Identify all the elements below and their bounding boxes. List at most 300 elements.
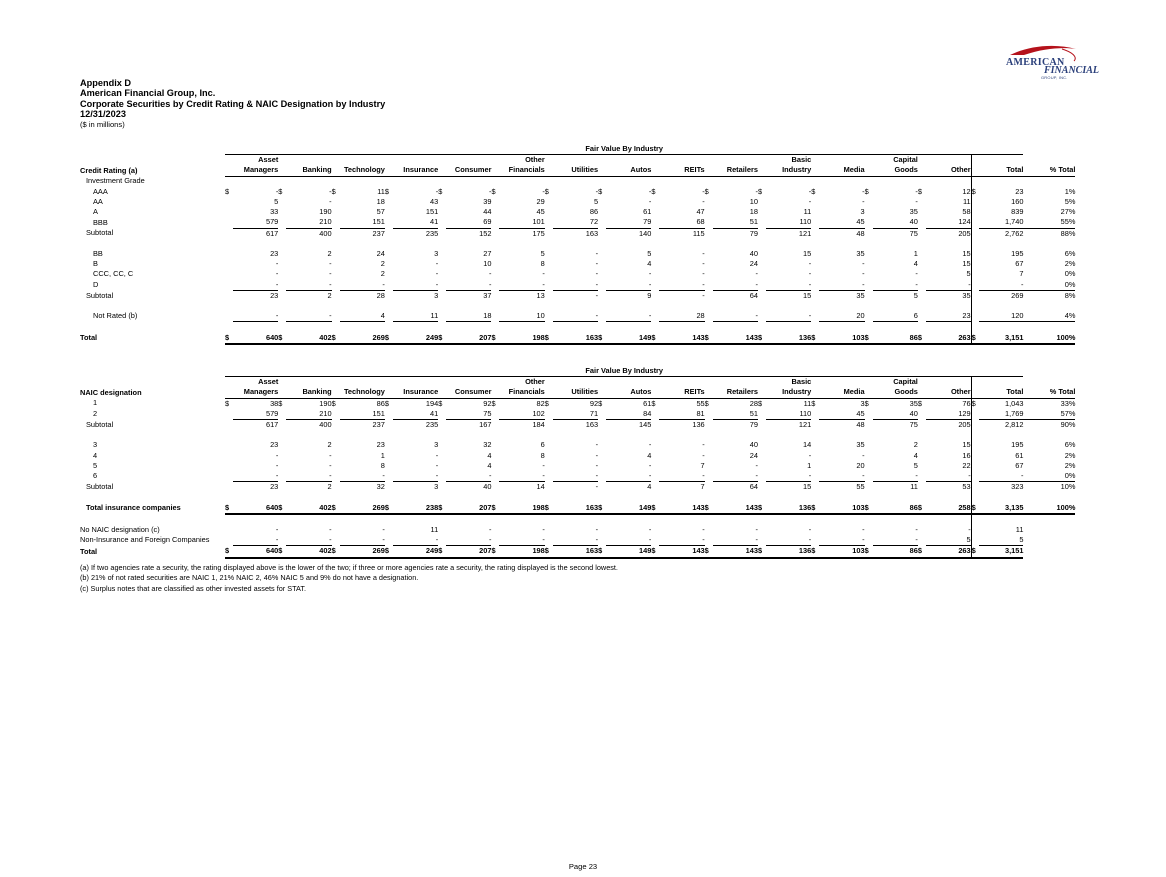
table-cell: 617 (265, 420, 279, 430)
table-cell: - (873, 280, 918, 291)
table-cell: 210 (286, 217, 331, 228)
dollar-sign: $ (385, 333, 393, 344)
dollar-sign: $ (438, 398, 443, 408)
table-cell: 198 (499, 546, 544, 558)
table-row (80, 535, 1075, 546)
table-cell: 149 (606, 503, 651, 514)
row-label: A (93, 207, 98, 217)
table-cell: 2 (380, 259, 385, 269)
table-cell: 839 (1011, 207, 1024, 217)
table-cell: 140 (639, 228, 652, 238)
column-header-top (286, 155, 331, 166)
table-cell: - (766, 311, 811, 322)
company-logo (1004, 43, 1100, 83)
table-row (80, 197, 1075, 207)
table-cell: - (595, 290, 599, 300)
table-cell: 7 (1019, 269, 1024, 279)
dollar-sign: $ (384, 186, 390, 196)
row-label: 1 (93, 398, 98, 408)
table-cell: - (968, 525, 971, 534)
table-cell: 23 (270, 482, 279, 492)
table-cell: 86 (873, 333, 918, 344)
table-cell: 4 (913, 259, 918, 269)
table-cell: 2% (1064, 460, 1076, 470)
table-cell: 20 (819, 311, 864, 322)
column-header-top (1023, 377, 1075, 388)
table-cell: 2 (327, 440, 332, 450)
table-cell: 47 (696, 207, 705, 217)
table-cell: 9 (647, 290, 652, 300)
dollar-sign: $ (651, 186, 656, 196)
dollar-sign: $ (971, 333, 979, 344)
table-cell: - (275, 259, 279, 269)
table-cell: 195 (1011, 249, 1024, 258)
dollar-sign: $ (545, 546, 553, 558)
table-cell: - (808, 525, 812, 534)
column-header-top (979, 155, 1023, 166)
table-cell: 151 (425, 207, 439, 217)
table-cell: 5 (913, 460, 918, 470)
table-cell: - (435, 450, 439, 460)
table-cell: 11 (393, 311, 438, 322)
column-header-top (553, 155, 598, 166)
table-cell: 69 (446, 217, 491, 228)
table-cell: - (233, 535, 278, 546)
table-cell: - (926, 280, 971, 291)
table-cell: - (915, 186, 918, 196)
table-cell: 23 (270, 249, 279, 258)
table-cell: 617 (265, 228, 279, 238)
dollar-sign: $ (811, 503, 819, 514)
table-cell: 79 (749, 420, 758, 430)
table-cell: - (808, 269, 812, 279)
table-cell: 136 (766, 333, 811, 344)
table-cell: 5 (966, 269, 971, 279)
header-date: 12/31/2023 (80, 109, 126, 120)
table-row (80, 239, 1075, 249)
dollar-sign: $ (651, 503, 659, 514)
table-cell: - (553, 471, 598, 482)
column-header: Technology (340, 165, 385, 176)
table-cell: 86 (589, 207, 599, 217)
row-label: Total (80, 333, 98, 343)
column-header: Industry (766, 387, 811, 398)
table-cell: 5 (926, 535, 971, 546)
table-cell: 1% (1064, 186, 1076, 196)
table-cell: 18 (446, 311, 491, 322)
row-label: D (93, 279, 99, 289)
table-cell: 238 (393, 503, 438, 514)
column-header-top (286, 377, 331, 388)
table-cell: 84 (606, 409, 651, 420)
table-cell: - (553, 280, 598, 291)
table-cell: 45 (819, 217, 864, 228)
table-cell: 55 (856, 482, 865, 492)
table-cell: 14 (536, 482, 545, 492)
table-cell: 3 (434, 249, 439, 258)
table-cell: 90% (1060, 420, 1076, 430)
fair-value-header-row (80, 366, 1075, 377)
table-cell: 2 (380, 269, 385, 279)
table-cell: 5% (1064, 197, 1076, 206)
table-row (80, 471, 1075, 482)
table-cell: 237 (372, 228, 385, 238)
column-header: Insurance (393, 387, 438, 398)
column-header: Financials (499, 387, 544, 398)
column-header: Goods (873, 165, 918, 176)
column-header: Total (979, 387, 1023, 398)
table-row (80, 207, 1075, 217)
dollar-sign: $ (438, 333, 446, 344)
column-header-top (713, 155, 758, 166)
table-cell: 11 (1015, 525, 1024, 534)
table-cell: - (659, 535, 704, 546)
column-header: Banking (286, 165, 331, 176)
table-cell: - (435, 460, 439, 470)
table-cell: 167 (479, 420, 492, 430)
column-header-top (819, 155, 864, 166)
table-cell: 4 (487, 450, 492, 460)
table-cell: 76 (962, 398, 971, 408)
table-cell: 24 (749, 450, 758, 460)
table-cell: 6% (1064, 440, 1076, 450)
table-cell: - (446, 471, 491, 482)
table-cell: 12 (962, 186, 971, 196)
table-cell: 37 (483, 290, 492, 300)
dollar-sign: $ (811, 398, 816, 408)
column-header-top: Basic (791, 155, 812, 165)
table-cell: 88% (1060, 228, 1076, 238)
table-cell: 20 (856, 460, 865, 470)
table-cell: 35 (856, 249, 865, 258)
dollar-sign: $ (865, 333, 873, 344)
column-header-top (446, 155, 491, 166)
table-cell: 235 (425, 228, 439, 238)
column-header: % Total (1023, 387, 1075, 398)
table-cell: - (979, 471, 1023, 482)
table-cell: - (595, 525, 599, 534)
table-cell: - (329, 460, 332, 470)
table-cell: - (595, 450, 599, 460)
table-cell: 24 (749, 259, 758, 269)
table-cell: - (862, 259, 865, 269)
dollar-sign: $ (278, 398, 283, 408)
table-row (80, 482, 1075, 493)
table-cell: 207 (446, 546, 491, 558)
table-row (80, 409, 1075, 420)
row-label (80, 514, 225, 525)
table-cell: - (862, 186, 865, 196)
column-header-top (659, 377, 704, 388)
dollar-sign: $ (438, 546, 446, 558)
table-cell: 33% (1060, 398, 1076, 408)
dollar-sign: $ (864, 398, 869, 408)
table-cell: - (275, 269, 279, 279)
table-cell: 7 (700, 460, 705, 470)
table-cell: 269 (340, 546, 385, 558)
table-cell: 1 (807, 460, 812, 470)
table-cell: - (702, 249, 705, 258)
column-header-top (979, 377, 1023, 388)
table-cell: 136 (766, 546, 811, 558)
dollar-sign: $ (225, 546, 233, 558)
credit-rating-table (80, 144, 1075, 345)
table-cell: 1,769 (979, 409, 1023, 420)
table-cell: 92 (483, 398, 492, 408)
table-cell: 67 (1015, 460, 1024, 470)
table-cell: - (286, 280, 331, 291)
page-number: Page 23 (568, 862, 598, 871)
table-cell: 79 (606, 217, 651, 228)
column-header: Banking (286, 387, 331, 398)
table-cell: 8 (540, 450, 545, 460)
table-cell: - (702, 259, 705, 269)
dollar-sign: $ (438, 186, 443, 196)
table-cell: 263 (926, 333, 971, 344)
table-cell: 2 (327, 249, 332, 258)
table-row (80, 525, 1075, 535)
table-row (80, 228, 1075, 239)
table-cell: 402 (286, 333, 331, 344)
table-cell: 11 (910, 482, 918, 492)
table-cell: - (489, 525, 492, 534)
table-cell: 5 (647, 249, 652, 258)
table-cell: 67 (1015, 259, 1024, 269)
row-label: AAA (93, 186, 108, 196)
row-label (80, 322, 225, 333)
table-cell: - (286, 311, 331, 322)
table-cell: - (499, 471, 544, 482)
table-cell: 40 (749, 440, 758, 450)
dollar-sign: $ (971, 187, 979, 197)
table-cell: 15 (962, 440, 971, 450)
dollar-sign: $ (438, 503, 446, 514)
table-row (80, 546, 1075, 558)
table-cell: 136 (766, 503, 811, 514)
table-cell: 39 (483, 197, 492, 206)
table-cell: 32 (483, 440, 492, 450)
table-cell: - (702, 186, 705, 196)
table-cell: 18 (749, 207, 758, 217)
column-header: REITs (659, 387, 704, 398)
table-cell: - (819, 535, 864, 546)
table-cell: - (808, 197, 812, 206)
logo-line2: FINANCIAL (1044, 65, 1100, 76)
table-cell: 28 (659, 311, 704, 322)
table-cell: - (340, 280, 385, 291)
table-row (80, 430, 1075, 440)
dollar-sign: $ (651, 333, 659, 344)
table-cell: 75 (909, 228, 918, 238)
dollar-sign: $ (598, 398, 603, 408)
table-cell: 269 (340, 333, 385, 344)
dollar-sign: $ (918, 333, 926, 344)
column-header-top (926, 377, 971, 388)
column-header-top: Other (525, 155, 545, 165)
table-cell: - (808, 259, 812, 269)
table-cell: 18 (376, 197, 385, 206)
table-cell: 120 (979, 311, 1023, 322)
table-cell: 15 (803, 249, 812, 258)
table-cell: 163 (585, 420, 599, 430)
dollar-sign: $ (384, 398, 390, 408)
table-cell: 43 (429, 197, 439, 206)
fair-value-header-row (80, 144, 1075, 155)
table-cell: 35 (856, 290, 865, 300)
table-cell: 86 (376, 398, 385, 408)
table-cell: 6% (1064, 249, 1076, 258)
table-cell: - (595, 249, 599, 258)
table-cell: 4 (647, 482, 652, 492)
table-cell: 15 (803, 290, 812, 300)
table-cell: 249 (393, 546, 438, 558)
table-cell: - (329, 450, 332, 460)
dollar-sign: $ (971, 398, 979, 409)
column-header: Goods (873, 387, 918, 398)
table-row (80, 451, 1075, 461)
table-cell: 57 (376, 207, 385, 217)
footnote-b: (b) 21% of not rated securities are NAIC 1, 21% NAIC 2, 46% NAIC 5 and 9% do not have a designation. (80, 573, 419, 583)
table-cell: - (595, 440, 599, 450)
table-cell: 11 (430, 525, 439, 534)
table-cell: - (275, 186, 279, 196)
table-cell: - (435, 186, 439, 196)
dollar-sign: $ (598, 186, 603, 196)
table-cell: 15 (962, 259, 971, 269)
table-cell: 3 (434, 440, 439, 450)
table-cell: 129 (926, 409, 971, 420)
table-cell: - (755, 460, 758, 470)
table-cell: - (755, 186, 758, 196)
dollar-sign: $ (491, 186, 496, 196)
row-label: Subtotal (86, 228, 114, 238)
dollar-sign: $ (225, 398, 230, 408)
dollar-sign: $ (864, 186, 869, 196)
table-cell: 323 (1011, 482, 1024, 492)
dollar-sign: $ (491, 333, 499, 344)
column-header: Autos (606, 165, 651, 176)
table-cell (1023, 525, 1075, 535)
dollar-sign: $ (757, 398, 763, 408)
table-cell: 205 (958, 420, 971, 430)
table-cell: 100% (1023, 503, 1075, 514)
table-cell: 5 (540, 249, 545, 258)
table-cell: 152 (479, 228, 492, 238)
table-cell: 195 (1011, 440, 1024, 450)
column-header-top (340, 155, 385, 166)
table-cell: - (329, 197, 332, 206)
footnotes (80, 563, 618, 594)
column-header-row (80, 165, 1075, 176)
table-cell: 103 (819, 503, 864, 514)
table-cell: - (702, 269, 705, 279)
table-cell: - (542, 269, 545, 279)
dollar-sign: $ (278, 503, 286, 514)
column-header: % Total (1023, 165, 1075, 176)
logo-line1: AMERICAN (1006, 57, 1065, 68)
dollar-sign: $ (331, 186, 336, 196)
table-row (80, 398, 1075, 409)
table-row (80, 514, 1075, 525)
table-cell: 38 (270, 398, 279, 408)
table-cell: 145 (639, 420, 652, 430)
table-cell: 0% (1023, 280, 1075, 291)
table-cell: 35 (909, 398, 918, 408)
table-cell: - (702, 290, 705, 300)
table-cell: - (446, 280, 491, 291)
column-header-top (606, 155, 651, 166)
table-cell: - (766, 280, 811, 291)
row-label (80, 430, 225, 440)
table-cell: 64 (749, 482, 758, 492)
row-label: 5 (93, 460, 98, 470)
table-cell: 143 (713, 333, 758, 344)
table-cell: 8% (1064, 290, 1076, 300)
table-row (80, 503, 1075, 514)
table-cell: 151 (340, 217, 385, 228)
table-cell: 71 (553, 409, 598, 420)
dollar-sign: $ (225, 333, 233, 344)
table-cell: - (553, 311, 598, 322)
table-cell: 149 (606, 333, 651, 344)
table-cell: 0% (1064, 269, 1076, 279)
table-cell: 207 (446, 503, 491, 514)
table-cell: 32 (376, 482, 385, 492)
table-corner-label: NAIC designation (80, 387, 142, 397)
table-cell: 640 (233, 333, 278, 344)
dollar-sign: $ (545, 333, 553, 344)
table-cell: 210 (286, 409, 331, 420)
table-cell: 41 (393, 217, 438, 228)
table-cell: 151 (340, 409, 385, 420)
table-cell: 72 (553, 217, 598, 228)
column-header: Managers (233, 165, 278, 176)
table-cell: 100% (1023, 333, 1075, 344)
table-cell: - (329, 269, 332, 279)
table-row (80, 311, 1075, 322)
row-label: Not Rated (b) (93, 311, 138, 321)
dollar-sign: $ (705, 546, 713, 558)
table-cell: - (862, 525, 865, 534)
column-header-top: Basic (791, 377, 812, 387)
column-header-top (553, 377, 598, 388)
table-row (80, 440, 1075, 450)
table-cell: - (648, 197, 652, 206)
table-cell: 48 (856, 420, 865, 430)
table-cell: 23 (376, 440, 385, 450)
table-cell: 269 (340, 503, 385, 514)
table-cell: 101 (499, 217, 544, 228)
dollar-sign: $ (544, 398, 549, 408)
table-cell: - (648, 440, 652, 450)
table-cell: - (542, 460, 545, 470)
column-header: Utilities (553, 165, 598, 176)
table-row (80, 301, 1075, 311)
table-row (80, 187, 1075, 197)
dollar-sign: $ (705, 333, 713, 344)
table-cell: 53 (962, 482, 971, 492)
footnote-c: (c) Surplus notes that are classified as other invested assets for STAT. (80, 583, 307, 593)
table-cell: 103 (819, 333, 864, 344)
column-header-top (926, 155, 971, 166)
header-units: ($ in millions) (80, 119, 125, 129)
row-label: 6 (93, 471, 98, 481)
table-cell: - (819, 280, 864, 291)
table-cell: 15 (962, 249, 971, 258)
table-cell: - (393, 535, 438, 546)
table-cell: - (648, 460, 652, 470)
dollar-sign: $ (811, 546, 819, 558)
